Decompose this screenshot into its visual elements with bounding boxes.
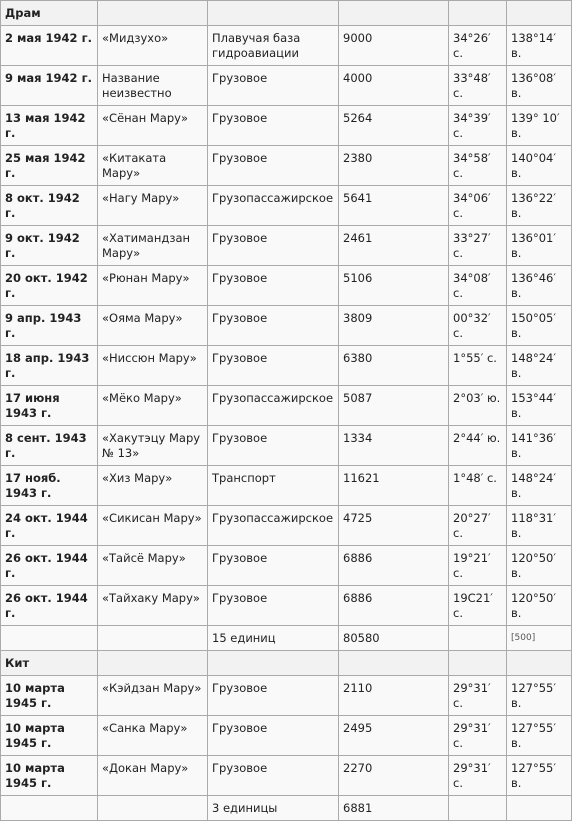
latitude-cell: 34°58′ с. <box>449 146 507 186</box>
tonnage-cell: 2110 <box>339 676 449 716</box>
tonnage-cell: 5641 <box>339 186 449 226</box>
ship-type-cell: Грузовое <box>208 756 339 796</box>
reference-cell <box>507 626 572 651</box>
latitude-cell: 33°48′ с. <box>449 66 507 106</box>
empty-cell <box>339 1 449 26</box>
date-cell: 8 окт. 1942 г. <box>1 186 98 226</box>
longitude-cell: 140°04′ в. <box>507 146 572 186</box>
date-cell: 8 сент. 1943 г. <box>1 426 98 466</box>
latitude-cell: 00°32′ с. <box>449 306 507 346</box>
table-row <box>1 266 572 306</box>
latitude-cell: 34°06′ с. <box>449 186 507 226</box>
date-cell: 9 окт. 1942 г. <box>1 226 98 266</box>
ship-name-cell: «Китаката Мару» <box>98 146 208 186</box>
ship-type-cell: Грузовое <box>208 146 339 186</box>
tonnage-cell: 2495 <box>339 716 449 756</box>
ship-name-cell: «Нагу Мару» <box>98 186 208 226</box>
latitude-cell: 29°31′ с. <box>449 716 507 756</box>
date-cell: 9 апр. 1943 г. <box>1 306 98 346</box>
section-name: Драм <box>1 1 98 26</box>
empty-cell <box>507 651 572 676</box>
tonnage-cell: 9000 <box>339 26 449 66</box>
total-count-cell: 15 единиц <box>208 626 339 651</box>
table-row <box>1 386 572 426</box>
table-row <box>1 466 572 506</box>
ship-type-cell: Грузовое <box>208 676 339 716</box>
latitude-cell: 29°31′ с. <box>449 756 507 796</box>
latitude-cell: 33°27′ с. <box>449 226 507 266</box>
longitude-cell: 127°55′ в. <box>507 716 572 756</box>
latitude-cell: 19С21′ с. <box>449 586 507 626</box>
longitude-cell: 141°36′ в. <box>507 426 572 466</box>
date-cell: 18 апр. 1943 г. <box>1 346 98 386</box>
latitude-cell: 34°08′ с. <box>449 266 507 306</box>
ship-name-cell: «Хиз Мару» <box>98 466 208 506</box>
ship-name-cell: «Рюнан Мару» <box>98 266 208 306</box>
ship-type-cell: Грузопассажирское <box>208 386 339 426</box>
empty-cell <box>208 1 339 26</box>
latitude-cell: 2°03′ ю. <box>449 386 507 426</box>
date-cell: 9 мая 1942 г. <box>1 66 98 106</box>
date-cell: 20 окт. 1942 г. <box>1 266 98 306</box>
latitude-cell: 1°55′ с. <box>449 346 507 386</box>
empty-cell <box>449 796 507 821</box>
latitude-cell: 1°48′ с. <box>449 466 507 506</box>
tonnage-cell: 5264 <box>339 106 449 146</box>
empty-cell <box>98 626 208 651</box>
date-cell: 25 мая 1942 г. <box>1 146 98 186</box>
tonnage-cell: 2270 <box>339 756 449 796</box>
ship-name-cell: «Ниссюн Мару» <box>98 346 208 386</box>
ship-type-cell: Грузовое <box>208 266 339 306</box>
longitude-cell: 127°55′ в. <box>507 676 572 716</box>
latitude-cell: 2°44′ ю. <box>449 426 507 466</box>
longitude-cell: 120°50′ в. <box>507 546 572 586</box>
latitude-cell: 29°31′ с. <box>449 676 507 716</box>
empty-cell <box>1 796 98 821</box>
empty-cell <box>1 626 98 651</box>
date-cell: 2 мая 1942 г. <box>1 26 98 66</box>
ship-name-cell: «Санка Мару» <box>98 716 208 756</box>
table-row <box>1 226 572 266</box>
ship-type-cell: Грузовое <box>208 66 339 106</box>
date-cell: 10 марта 1945 г. <box>1 676 98 716</box>
tonnage-cell: 2461 <box>339 226 449 266</box>
tonnage-cell: 11621 <box>339 466 449 506</box>
ship-type-cell: Плавучая база гидроавиации <box>208 26 339 66</box>
ship-name-cell: «Хатимандзан Мару» <box>98 226 208 266</box>
table-row <box>1 26 572 66</box>
ship-name-cell: «Ояма Мару» <box>98 306 208 346</box>
empty-cell <box>449 651 507 676</box>
total-row <box>1 796 572 821</box>
empty-cell <box>449 1 507 26</box>
date-cell: 26 окт. 1944 г. <box>1 546 98 586</box>
ship-type-cell: Грузовое <box>208 586 339 626</box>
ship-name-cell: «Хакутэцу Мару № 13» <box>98 426 208 466</box>
table-row <box>1 106 572 146</box>
empty-cell <box>98 651 208 676</box>
empty-cell <box>339 651 449 676</box>
table-row <box>1 756 572 796</box>
ship-type-cell: Грузовое <box>208 346 339 386</box>
total-row <box>1 626 572 651</box>
tonnage-cell: 6380 <box>339 346 449 386</box>
latitude-cell: 20°27′ с. <box>449 506 507 546</box>
table-row <box>1 146 572 186</box>
table-row <box>1 586 572 626</box>
tonnage-cell: 3809 <box>339 306 449 346</box>
section-header-row <box>1 1 572 26</box>
longitude-cell: 118°31′ в. <box>507 506 572 546</box>
longitude-cell: 136°22′ в. <box>507 186 572 226</box>
longitude-cell: 136°08′ в. <box>507 66 572 106</box>
ship-type-cell: Грузовое <box>208 306 339 346</box>
empty-cell <box>449 626 507 651</box>
total-count-cell: 3 единицы <box>208 796 339 821</box>
ship-name-cell: «Докан Мару» <box>98 756 208 796</box>
longitude-cell: 120°50′ в. <box>507 586 572 626</box>
ship-type-cell: Грузовое <box>208 226 339 266</box>
table-body <box>1 1 572 821</box>
empty-cell <box>208 651 339 676</box>
table-row <box>1 66 572 106</box>
empty-cell <box>98 1 208 26</box>
ship-name-cell: «Кэйдзан Мару» <box>98 676 208 716</box>
table-row <box>1 546 572 586</box>
table-row <box>1 676 572 716</box>
longitude-cell: 150°05′ в. <box>507 306 572 346</box>
tonnage-cell: 1334 <box>339 426 449 466</box>
latitude-cell: 34°26′ с. <box>449 26 507 66</box>
ship-type-cell: Грузовое <box>208 546 339 586</box>
ship-type-cell: Транспорт <box>208 466 339 506</box>
date-cell: 24 окт. 1944 г. <box>1 506 98 546</box>
date-cell: 13 мая 1942 г. <box>1 106 98 146</box>
ship-name-cell: «Тайхаку Мару» <box>98 586 208 626</box>
tonnage-cell: 5106 <box>339 266 449 306</box>
tonnage-cell: 6886 <box>339 546 449 586</box>
table-row <box>1 506 572 546</box>
longitude-cell: 148°24′ в. <box>507 346 572 386</box>
reference-cell <box>507 796 572 821</box>
ship-type-cell: Грузовое <box>208 716 339 756</box>
empty-cell <box>98 796 208 821</box>
longitude-cell: 138°14′ в. <box>507 26 572 66</box>
section-header-row <box>1 651 572 676</box>
total-tonnage-cell: 6881 <box>339 796 449 821</box>
latitude-cell: 19°21′ с. <box>449 546 507 586</box>
ship-name-cell: «Сёнан Мару» <box>98 106 208 146</box>
date-cell: 26 окт. 1944 г. <box>1 586 98 626</box>
date-cell: 10 марта 1945 г. <box>1 756 98 796</box>
ship-type-cell: Грузопассажирское <box>208 186 339 226</box>
section-name: Кит <box>1 651 98 676</box>
date-cell: 17 нояб. 1943 г. <box>1 466 98 506</box>
longitude-cell: 153°44′ в. <box>507 386 572 426</box>
ship-type-cell: Грузовое <box>208 106 339 146</box>
date-cell: 10 марта 1945 г. <box>1 716 98 756</box>
longitude-cell: 136°46′ в. <box>507 266 572 306</box>
ship-name-cell: «Тайсё Мару» <box>98 546 208 586</box>
reference-link[interactable]: [500] <box>511 633 536 643</box>
table-row <box>1 346 572 386</box>
longitude-cell: 136°01′ в. <box>507 226 572 266</box>
ship-name-cell: Название неизвестно <box>98 66 208 106</box>
tonnage-cell: 4000 <box>339 66 449 106</box>
longitude-cell: 127°55′ в. <box>507 756 572 796</box>
ship-name-cell: «Сикисан Мару» <box>98 506 208 546</box>
ship-type-cell: Грузовое <box>208 426 339 466</box>
ship-name-cell: «Мидзухо» <box>98 26 208 66</box>
table-row <box>1 306 572 346</box>
empty-cell <box>507 1 572 26</box>
total-tonnage-cell: 80580 <box>339 626 449 651</box>
longitude-cell: 148°24′ в. <box>507 466 572 506</box>
table-row <box>1 426 572 466</box>
ship-name-cell: «Мёко Мару» <box>98 386 208 426</box>
table-row <box>1 716 572 756</box>
ship-type-cell: Грузопассажирское <box>208 506 339 546</box>
latitude-cell: 34°39′ с. <box>449 106 507 146</box>
tonnage-cell: 5087 <box>339 386 449 426</box>
tonnage-cell: 6886 <box>339 586 449 626</box>
tonnage-cell: 4725 <box>339 506 449 546</box>
date-cell: 17 июня 1943 г. <box>1 386 98 426</box>
longitude-cell: 139° 10′ в. <box>507 106 572 146</box>
tonnage-cell: 2380 <box>339 146 449 186</box>
table-row <box>1 186 572 226</box>
